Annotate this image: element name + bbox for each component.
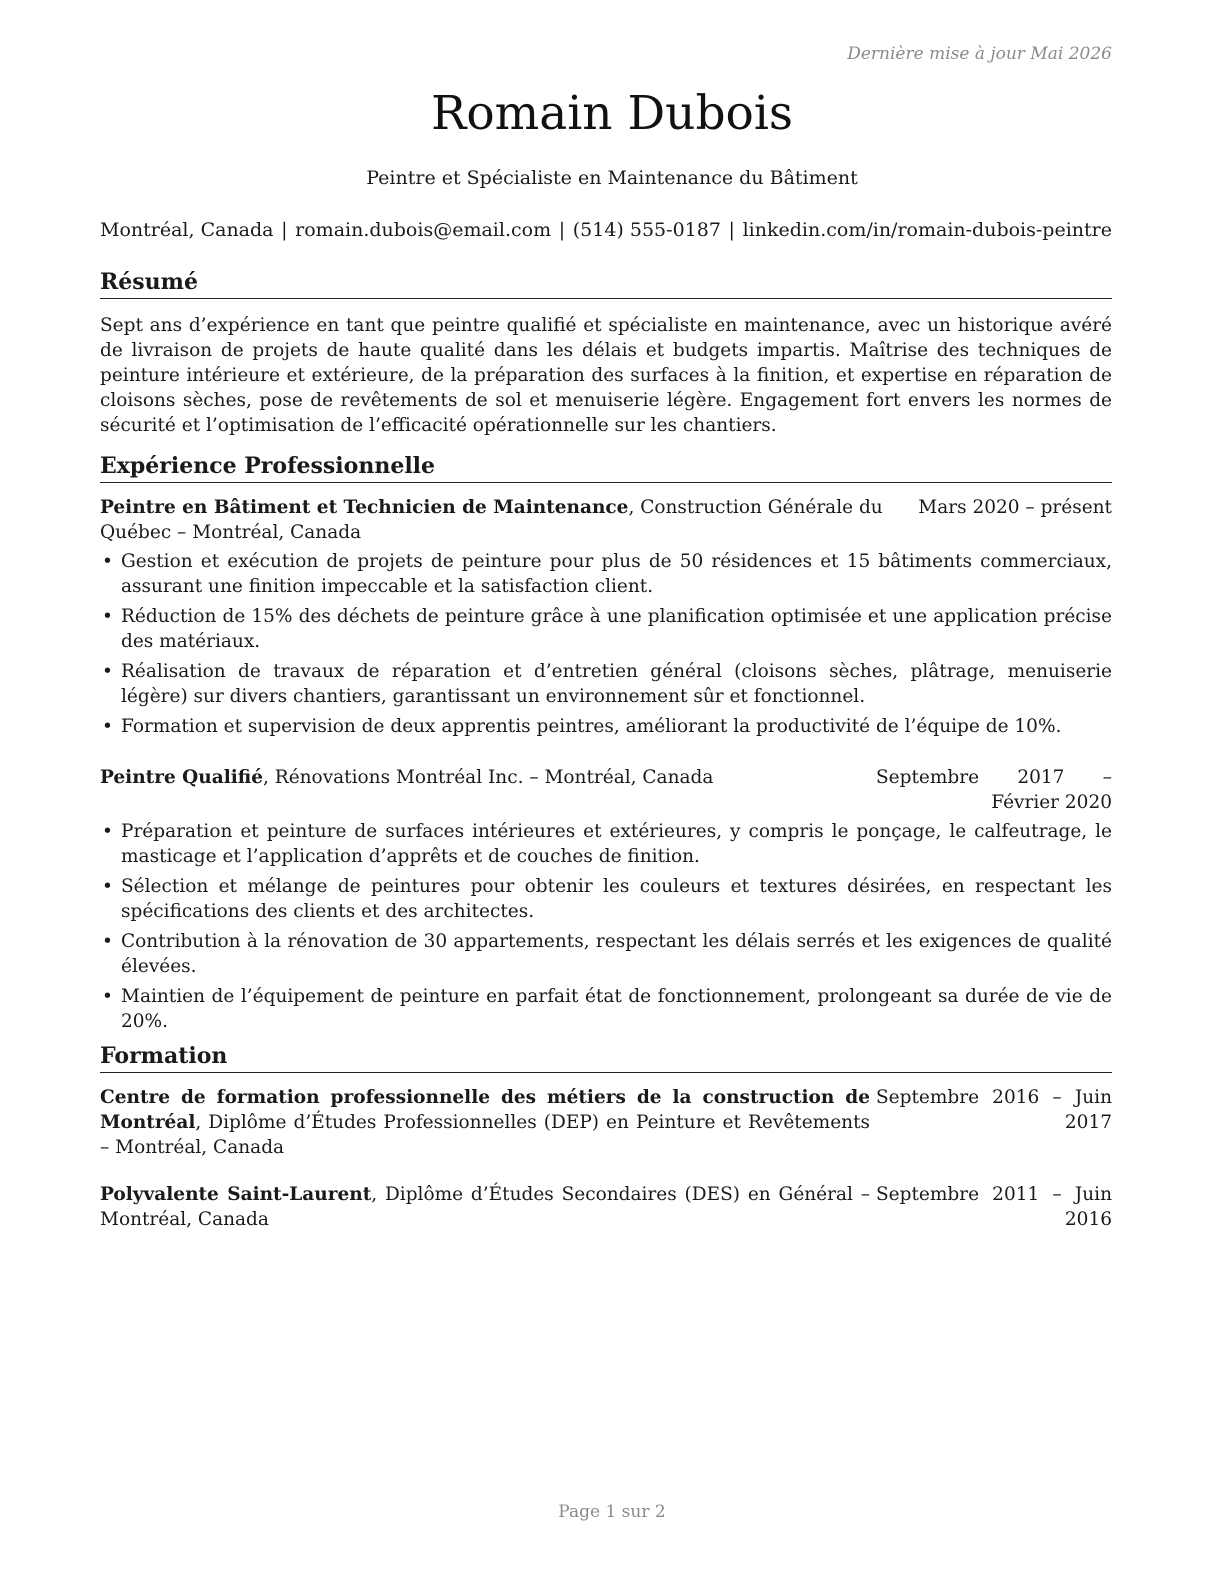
job-role: Peintre Qualifié xyxy=(100,767,263,788)
contact-separator: | xyxy=(281,219,288,241)
education-degree: , Diplôme d’Études Professionnelles (DEP) en Peinture et Revêtements – Montréal, Canada xyxy=(100,1112,870,1158)
contact-email[interactable]: romain.dubois@email.com xyxy=(295,219,552,241)
summary-section xyxy=(100,268,1112,438)
education-school: Polyvalente Saint-Laurent xyxy=(100,1184,372,1205)
job-title-line xyxy=(100,495,900,545)
job-employer: , Construction Générale du Québec – Montréal, Canada xyxy=(100,497,883,543)
resume-body xyxy=(100,268,1112,1232)
section-title-education: Formation xyxy=(100,1042,1112,1073)
list-item: • Formation et supervision de deux apprentis peintres, améliorant la productivité de l’équipe de 10%. xyxy=(100,714,1112,739)
candidate-name: Romain Dubois xyxy=(430,86,793,141)
job-entry xyxy=(100,495,1112,739)
education-entry xyxy=(100,1085,1112,1160)
list-item: • Réduction de 15% des déchets de peinture grâce à une planification optimisée et une application précise des matériaux. xyxy=(100,604,1112,654)
contact-location: Montréal, Canada xyxy=(100,219,274,241)
summary-text: Sept ans d’expérience en tant que peintre qualifié et spécialiste en maintenance, avec un historique avéré de livraison de projets de haute qualité dans les délais et budgets impartis. Maîtrise des techniques de peinture intérieure et extérieure, de la préparation des surfaces à la finition, et expertise en réparation de cloisons sèches, pose de revêtements de sol et menuiserie légère. Engagement fort envers les normes de sécurité et l’optimisation de l’efficacité opérationnelle sur les chantiers. xyxy=(100,315,1112,436)
list-item: • Sélection et mélange de peintures pour obtenir les couleurs et textures désirées, en respectant les spécifications des clients et des architectes. xyxy=(100,874,1112,924)
education-school: Centre de formation professionnelle des métiers de la construction de Montréal xyxy=(100,1087,870,1133)
page-number: Page 1 sur 2 xyxy=(558,1502,666,1522)
job-role: Peintre en Bâtiment et Technicien de Maintenance xyxy=(100,497,629,518)
job-header xyxy=(100,495,1112,545)
education-title-line xyxy=(100,1085,870,1160)
contact-phone[interactable]: (514) 555-0187 xyxy=(572,219,721,241)
candidate-headline: Peintre et Spécialiste en Maintenance du Bâtiment xyxy=(366,167,858,189)
job-employer: , Rénovations Montréal Inc. – Montréal, Canada xyxy=(263,767,714,788)
job-bullets xyxy=(100,549,1112,739)
education-degree: , Diplôme d’Études Secondaires (DES) en Général – Montréal, Canada xyxy=(100,1184,870,1230)
list-item: • Préparation et peinture de surfaces intérieures et extérieures, y compris le ponçage, le calfeutrage, le masticage et l’application d’apprêts et de couches de finition. xyxy=(100,819,1112,869)
job-entry xyxy=(100,765,1112,1034)
contact-separator: | xyxy=(558,219,566,241)
last-updated-note: Dernière mise à jour Mai 2026 xyxy=(847,44,1112,64)
education-section xyxy=(100,1042,1112,1232)
education-entry xyxy=(100,1182,1112,1232)
education-title-line xyxy=(100,1182,870,1232)
experience-section xyxy=(100,452,1112,1034)
section-title-experience: Expérience Professionnelle xyxy=(100,452,1112,483)
list-item: • Gestion et exécution de projets de peinture pour plus de 50 résidences et 15 bâtiments commerciaux, assurant une finition impeccable et la satisfaction client. xyxy=(100,549,1112,599)
list-item: • Contribution à la rénovation de 30 appartements, respectant les délais serrés et les exigences de qualité élevées. xyxy=(100,929,1112,979)
list-item: • Maintien de l’équipement de peinture en parfait état de fonctionnement, prolongeant sa durée de vie de 20%. xyxy=(100,984,1112,1034)
job-title-line xyxy=(100,765,870,815)
contact-bar xyxy=(100,219,1112,241)
list-item: • Réalisation de travaux de réparation et d’entretien général (cloisons sèches, plâtrage, menuiserie légère) sur divers chantiers, garantissant un environnement sûr et fonctionnel. xyxy=(100,659,1112,709)
contact-linkedin[interactable]: linkedin.com/in/romain-dubois-peintre xyxy=(742,219,1112,241)
job-bullets xyxy=(100,819,1112,1034)
contact-separator: | xyxy=(728,219,735,241)
education-dates: Septembre 2016 – Juin 2017 xyxy=(876,1087,1112,1133)
job-dates: Mars 2020 – présent xyxy=(918,497,1112,518)
job-dates: Septembre 2017 – Février 2020 xyxy=(876,767,1112,813)
section-title-summary: Résumé xyxy=(100,268,1112,299)
job-header xyxy=(100,765,1112,815)
education-dates: Septembre 2011 – Juin 2016 xyxy=(876,1184,1112,1230)
